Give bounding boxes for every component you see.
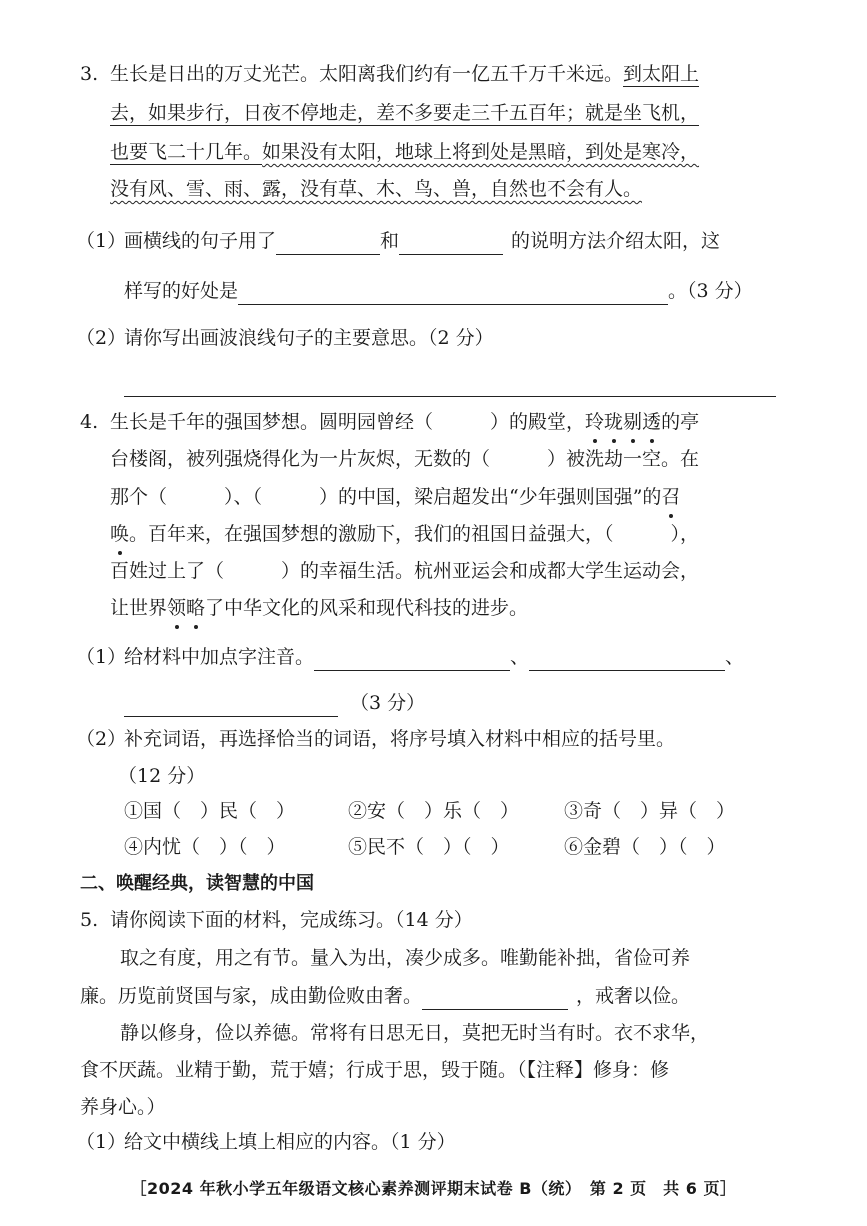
q3-text: 生长是日出的万丈光芒。太阳离我们约有一亿五千万千米远。 xyxy=(110,63,624,85)
dotted-char: 唤 xyxy=(110,520,129,548)
q5-text: ，戒奢以俭。 xyxy=(576,985,691,1007)
q5-passage-line: 养身心。） xyxy=(80,1096,166,1118)
q4-line-6 xyxy=(110,594,528,622)
answer-blank[interactable] xyxy=(529,648,725,671)
word-option-4: ④内忧（ ）（ ） xyxy=(124,836,286,858)
word-option-6: ⑥金碧（ ）（ ） xyxy=(564,836,726,858)
q5-passage-line: 食不厌蔬。业精于勤，荒于嬉；行成于思，毁于随。（【注释】修身：修 xyxy=(80,1059,670,1081)
answer-blank[interactable] xyxy=(238,282,668,305)
q3-sub1-cont xyxy=(124,277,753,305)
q4-text: 那个（ ）、（ ）的中国，梁启超发出“少年强则国强”的 xyxy=(110,486,662,508)
q3-sub1-number: （1） xyxy=(76,230,127,252)
q4-text: 。百年来，在强国梦想的激励下，我们的祖国日益强大，（ ）， xyxy=(129,523,700,545)
word-option-5: ⑤民不（ ）（ ） xyxy=(348,836,510,858)
q3-sub1-text-3: 样写的好处是 xyxy=(124,280,239,302)
q3-underlined-sentence: 去，如果步行，日夜不停地走，差不多要走三千五百年；就是坐飞机， xyxy=(110,102,700,124)
page-footer: ［2024 年秋小学五年级语文核心素养测评期末试卷 B（统） 第 2 页 共 6 页］ xyxy=(130,1179,737,1198)
q4-sub2-number: （2） xyxy=(76,728,127,750)
dotted-char: 剔 xyxy=(623,408,642,436)
q3-sub1-score: 。（3 分） xyxy=(668,280,753,302)
dotted-char: 玲 xyxy=(585,408,604,436)
q4-text: 生长是千年的强国梦想。圆明园曾经（ ）的殿堂， xyxy=(110,411,586,433)
q4-sub1-cont xyxy=(124,689,425,717)
dotted-char: 透 xyxy=(642,408,661,436)
q4-line-3 xyxy=(110,483,680,511)
q5-passage-line: 静以修身，俭以养德。常将有日思无日，莫把无时当有时。衣不求华， xyxy=(120,1022,710,1044)
answer-blank[interactable] xyxy=(276,232,380,255)
word-option-1: ①国（ ）民（ ） xyxy=(124,800,296,822)
answer-blank[interactable] xyxy=(314,648,510,671)
q4-text: 的亭 xyxy=(661,411,700,433)
q4-number: 4. xyxy=(80,411,99,433)
q4-sub2-text: 补充词语，再选择恰当的词语，将序号填入材料中相应的括号里。 xyxy=(124,728,676,750)
q4-line-5: 百姓过上了（ ）的幸福生活。杭州亚运会和成都大学生运动会， xyxy=(110,560,700,582)
q4-sub1-number: （1） xyxy=(76,646,127,668)
q3-number: 3. xyxy=(80,63,99,85)
q3-sub1-text-2: 的说明方法介绍太阳，这 xyxy=(511,230,721,252)
dotted-char: 领 xyxy=(167,594,186,622)
dotted-char: 珑 xyxy=(604,408,623,436)
dotted-char: 召 xyxy=(661,483,680,511)
q5-text: 廉。历览前贤国与家，成由勤俭败由奢。 xyxy=(80,985,423,1007)
q4-sub1-score: （3 分） xyxy=(350,692,426,714)
q3-line-3 xyxy=(110,138,699,166)
answer-blank[interactable] xyxy=(124,694,338,717)
q3-underlined-sentence: 到太阳上 xyxy=(623,63,700,85)
q5-prompt-text: 请你阅读下面的材料，完成练习。（14 分） xyxy=(110,909,473,931)
q3-line-4 xyxy=(110,175,642,203)
answer-blank[interactable] xyxy=(422,987,568,1010)
q3-sub2-text: 请你写出画波浪线句子的主要意思。（2 分） xyxy=(124,327,494,349)
q4-sub2-score: （12 分） xyxy=(118,765,206,787)
word-option-2: ②安（ ）乐（ ） xyxy=(348,800,520,822)
q3-sub1-text: 画横线的句子用了 xyxy=(124,230,277,252)
q5-sub1-text: 给文中横线上填上相应的内容。（1 分） xyxy=(124,1131,456,1153)
dotted-char: 略 xyxy=(186,594,205,622)
q4-sub1-text: 给材料中加点字注音。 xyxy=(124,646,315,668)
q5-sub1-number: （1） xyxy=(76,1131,127,1153)
q5-number: 5. xyxy=(80,909,99,931)
q3-wavy-sentence: 没有风、雪、雨、露，没有草、木、鸟、兽，自然也不会有人。 xyxy=(110,178,643,200)
separator: 、 xyxy=(725,646,745,668)
answer-line[interactable] xyxy=(124,396,776,397)
q3-sub1-and: 和 xyxy=(380,230,400,252)
q3-underlined-sentence: 也要飞二十几年。 xyxy=(110,141,263,163)
q3-sub2-number: （2） xyxy=(76,327,127,349)
q4-line-4 xyxy=(110,520,699,548)
q4-text: 让世界 xyxy=(110,597,168,619)
section-title: 二、唤醒经典，读智慧的中国 xyxy=(80,873,314,894)
q3-wavy-sentence: 如果没有太阳，地球上将到处是黑暗，到处是寒冷， xyxy=(262,141,700,163)
word-option-3: ③奇（ ）异（ ） xyxy=(564,800,736,822)
q5-passage-line xyxy=(80,982,690,1010)
q4-text: 了中华文化的风采和现代科技的进步。 xyxy=(205,597,529,619)
q4-line-2: 台楼阁，被列强烧得化为一片灰烬，无数的（ ）被洗劫一空。在 xyxy=(110,448,700,470)
q5-passage-line: 取之有度，用之有节。量入为出，凑少成多。唯勤能补拙，省俭可养 xyxy=(120,947,691,969)
answer-blank[interactable] xyxy=(399,232,503,255)
separator: 、 xyxy=(510,646,530,668)
q3-line-2 xyxy=(110,99,699,127)
